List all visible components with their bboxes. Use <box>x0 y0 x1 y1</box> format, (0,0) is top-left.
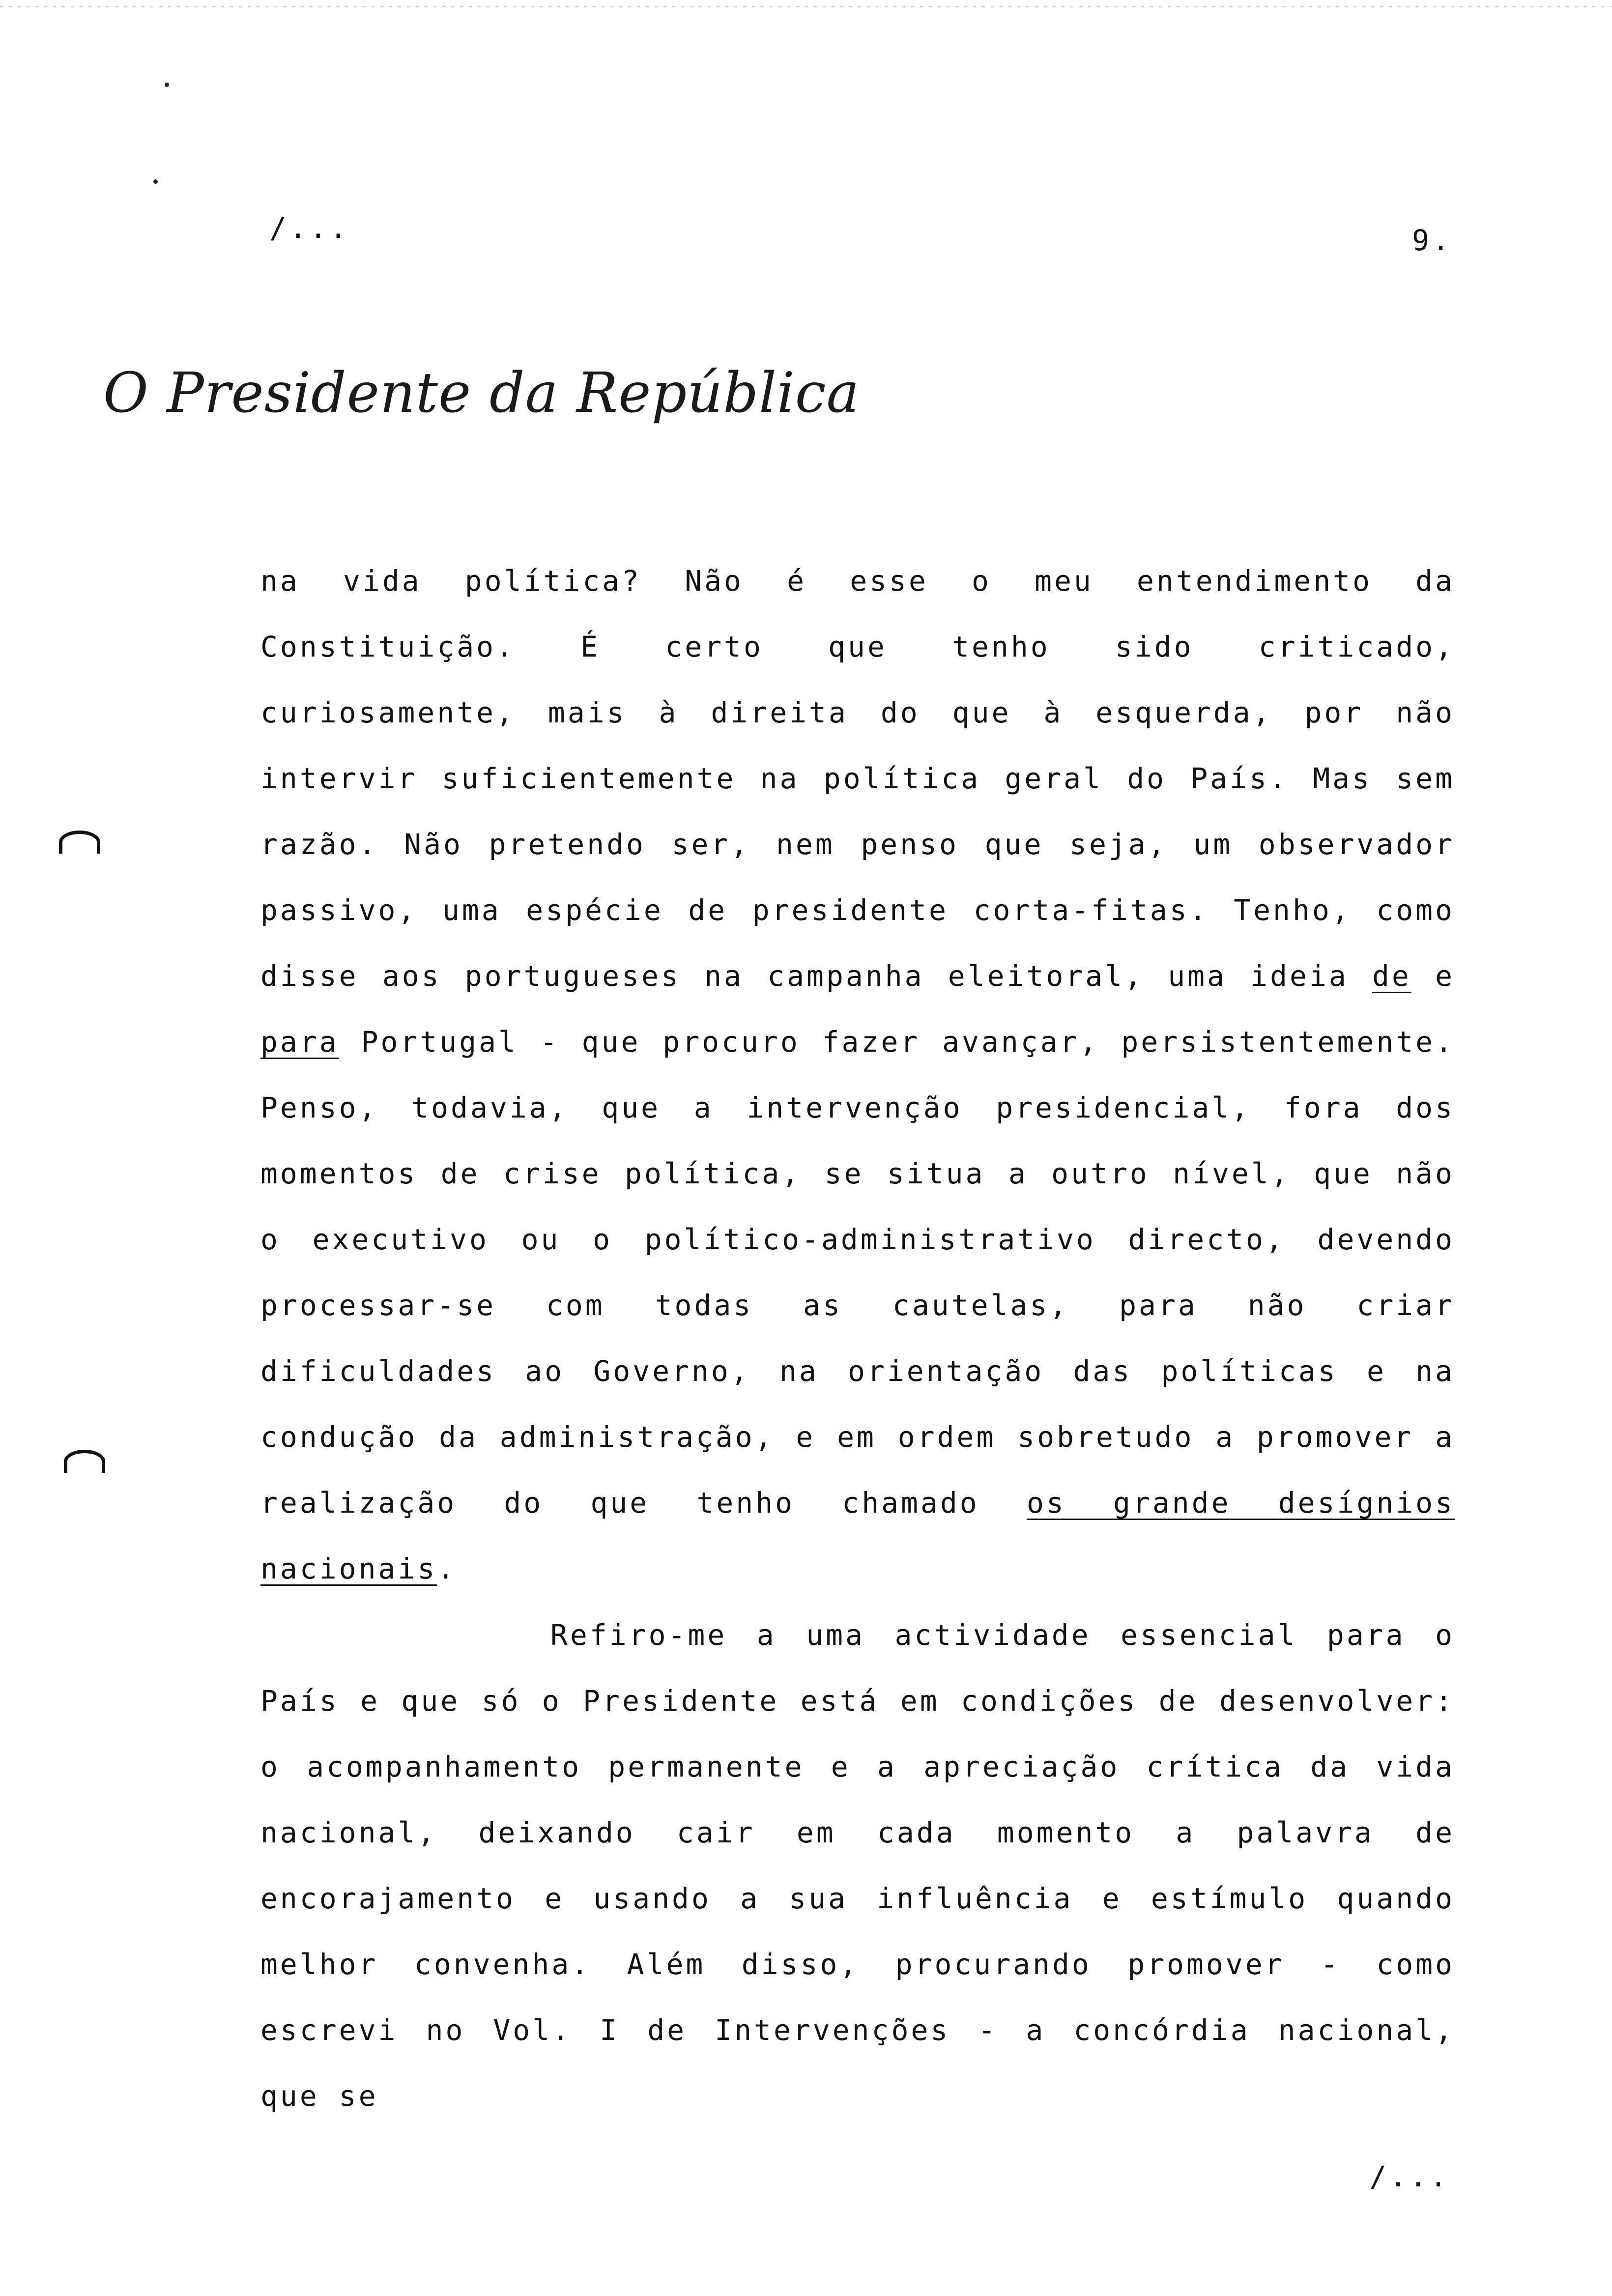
binder-hole-mark <box>59 831 100 854</box>
paragraph-1-text: na vida política? Não é esse o meu entendimento da Constituição. É certo que tenho sido criticado, curiosamente, mais à direita do que à esquerda, por não intervir suficientemente na política geral do País. Mas sem razão. Não pretendo ser, nem penso que seja, um observador passivo, uma espécie de presidente corta-fitas. Tenho, como disse aos portugueses na campanha eleitoral, uma ideia <box>260 564 1455 993</box>
paragraph-1-text: e <box>1411 959 1455 993</box>
paragraph-1-text: Portugal - que procuro fazer avançar, persistentemente. Penso, todavia, que a intervenção presidencial, fora dos momentos de crise política, se situa a outro nível, que não o executivo ou o político-administrativo directo, devendo processar-se com todas as cautelas, para não criar dificuldades ao Governo, na orientação das políticas e na condução da administração, e em ordem sobretudo a promover a realização do que tenho chamado <box>260 1025 1455 1520</box>
scan-speck <box>165 83 169 87</box>
underlined-phrase-designios: os grande desígnios nacionais <box>260 1486 1455 1585</box>
underlined-word-para: para <box>260 1025 339 1059</box>
scan-speck <box>153 179 158 184</box>
page-number: 9. <box>1412 224 1452 257</box>
paragraph-1-text: . <box>437 1552 457 1585</box>
scan-edge-artifact <box>0 6 1612 7</box>
continuation-marker-bottom: /... <box>1369 2160 1450 2193</box>
letterhead: O Presidente da República <box>103 361 860 425</box>
paragraph-2-text: Refiro-me a uma actividade essencial para o País e que só o Presidente está em condições de desenvolver: o acompanhamento permanente e a apreciação crítica da vida nacional, deixando cair em cada momento a palavra de encorajamento e usando a sua influência e estímulo quando melhor convenha. Além disso, procurando promover - como escrevi no Vol. I de Intervenções - a concórdia nacional, que se <box>260 1618 1455 2113</box>
body-paragraph-2 <box>260 1602 1455 2129</box>
continuation-marker-top: /... <box>269 211 350 245</box>
binder-hole-mark <box>64 1450 105 1473</box>
underlined-word-de: de <box>1372 959 1411 993</box>
body-paragraph-1 <box>260 548 1455 1602</box>
